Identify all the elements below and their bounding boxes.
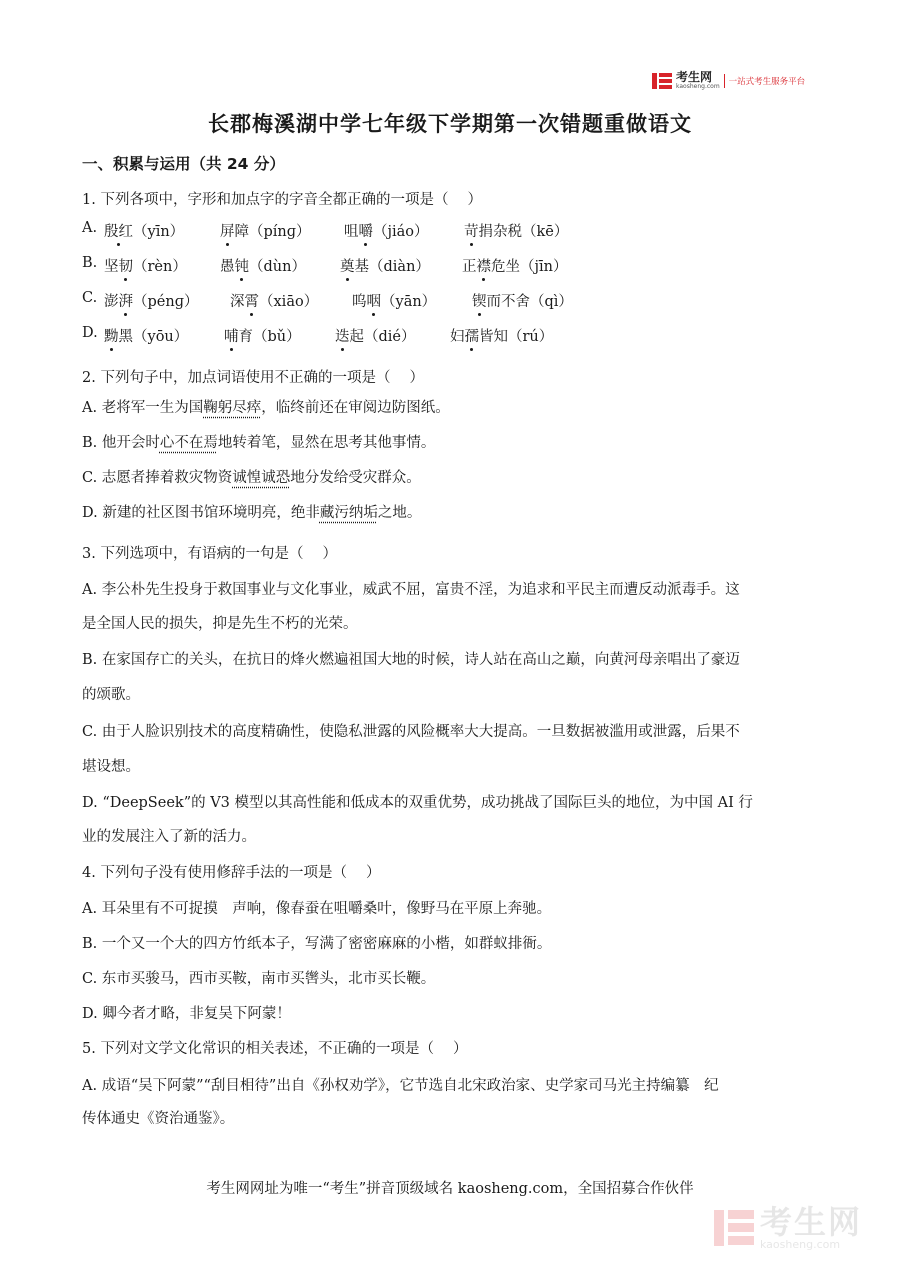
q5-stem: 5. 下列对文学文化常识的相关表述，不正确的一项是（ ） [82, 1041, 468, 1057]
q1-option-d-item: 迭起（dié） [335, 329, 416, 345]
q2-option-a: A. 老将军一生为国鞠躬尽瘁，临终前还在审阅边防图纸。 [82, 400, 450, 416]
q3-option-b-line2: 的颂歌。 [82, 687, 140, 703]
logo-name: 考生网 kaosheng.com [676, 70, 720, 90]
q4-option-c: C. 东市买骏马，西市买鞍，南市买辔头，北市买长鞭。 [82, 971, 436, 987]
q1-option-a-label: A. [82, 220, 98, 236]
q5-option-a-line1: A. 成语“吴下阿蒙”“刮目相待”出自《孙权劝学》，它节选自北宋政治家、史学家司马光主持编纂 纪 [82, 1078, 719, 1094]
q1-option-c-item: 锲而不舍（qì） [472, 294, 573, 310]
kaosheng-watermark-icon [714, 1206, 754, 1250]
q1-option-c-item: 深霄（xiāo） [230, 294, 319, 310]
section-heading: 一、积累与运用（共 24 分） [82, 155, 285, 173]
q3-option-c-line2: 堪设想。 [82, 759, 140, 775]
q3-option-d-line1: D. “DeepSeek”的 V3 模型以其高性能和低成本的双重优势，成功挑战了国际巨头的地位，为中国 AI 行 [82, 795, 753, 811]
q3-option-c-line1: C. 由于人脸识别技术的高度精确性，使隐私泄露的风险概率大大提高。一旦数据被滥用或泄露，后果不 [82, 724, 740, 740]
q1-option-a-item: 殷红（yīn） [104, 224, 185, 240]
logo-slogan: 一站式考生服务平台 [728, 77, 806, 87]
q1-option-c-label: C. [82, 290, 98, 306]
q1-option-b-item: 坚韧（rèn） [104, 259, 187, 275]
dotted-word: 藏污纳垢 [319, 505, 378, 521]
q1-option-d-item: 妇孺皆知（rú） [450, 329, 554, 345]
q1-option-d-item: 哺育（bǔ） [224, 329, 301, 345]
q1-option-b-item: 奠基（diàn） [340, 259, 430, 275]
q2-option-b: B. 他开会时心不在焉地转着笔，显然在思考其他事情。 [82, 435, 436, 451]
q2-option-d: D. 新建的社区图书馆环境明亮，绝非藏污纳垢之地。 [82, 505, 422, 521]
q3-option-d-line2: 业的发展注入了新的活力。 [82, 829, 256, 845]
q4-option-b: B. 一个又一个大的四方竹纸本子，写满了密密麻麻的小楷，如群蚁排衙。 [82, 936, 552, 952]
q2-option-c: C. 志愿者捧着救灾物资诚惶诚恐地分发给受灾群众。 [82, 470, 421, 486]
q4-option-d: D. 卿今者才略，非复吴下阿蒙！ [82, 1006, 291, 1022]
q4-stem: 4. 下列句子没有使用修辞手法的一项是（ ） [82, 865, 381, 881]
q1-option-d-item: 黝黑（yōu） [104, 329, 189, 345]
dotted-word: 鞠躬尽瘁 [203, 400, 262, 416]
q3-option-a-line2: 是全国人民的损失，抑是先生不朽的光荣。 [82, 616, 358, 632]
q1-option-b-label: B. [82, 255, 98, 271]
watermark [714, 1200, 884, 1256]
q3-option-a-line1: A. 李公朴先生投身于救国事业与文化事业，威武不屈，富贵不淫，为追求和平民主而遭反动派毒手。这 [82, 582, 740, 598]
q1-option-a-item: 屏障（pínɡ） [220, 224, 311, 240]
dotted-word: 诚惶诚恐 [232, 470, 291, 486]
page-title: 长郡梅溪湖中学七年级下学期第一次错题重做语文 [208, 112, 692, 136]
q1-option-b-item: 正襟危坐（jīn） [462, 259, 568, 275]
q4-option-a: A. 耳朵里有不可捉摸 声响，像春蚕在咀嚼桑叶，像野马在平原上奔驰。 [82, 901, 552, 917]
q2-stem: 2. 下列句子中，加点词语使用不正确的一项是（ ） [82, 370, 425, 386]
q1-option-b-item: 愚钝（dùn） [220, 259, 306, 275]
page-footer: 考生网网址为唯一“考生”拼音顶级域名 kaosheng.com，全国招募合作伙伴 [206, 1181, 694, 1197]
q1-option-c-item: 呜咽（yān） [352, 294, 437, 310]
q1-stem: 1. 下列各项中，字形和加点字的字音全都正确的一项是（ ） [82, 192, 483, 208]
q1-option-a-item: 苛捐杂税（kē） [464, 224, 569, 240]
header-logo[interactable] [652, 70, 817, 92]
q1-option-c-item: 澎湃（pénɡ） [104, 294, 199, 310]
q3-stem: 3. 下列选项中，有语病的一句是（ ） [82, 546, 338, 562]
q3-option-b-line1: B. 在家国存亡的关头，在抗日的烽火燃遍祖国大地的时候，诗人站在高山之巅，向黄河母亲唱出了豪迈 [82, 652, 740, 668]
q1-option-a-item: 咀嚼（jiáo） [344, 224, 429, 240]
logo-divider [724, 74, 725, 88]
kaosheng-logo-icon [652, 71, 672, 91]
q5-option-a-line2: 传体通史《资治通鉴》。 [82, 1111, 235, 1127]
q1-option-d-label: D. [82, 325, 98, 341]
watermark-text: 考生网 kaosheng.com [760, 1203, 863, 1251]
dotted-word: 心不在焉 [159, 435, 218, 451]
